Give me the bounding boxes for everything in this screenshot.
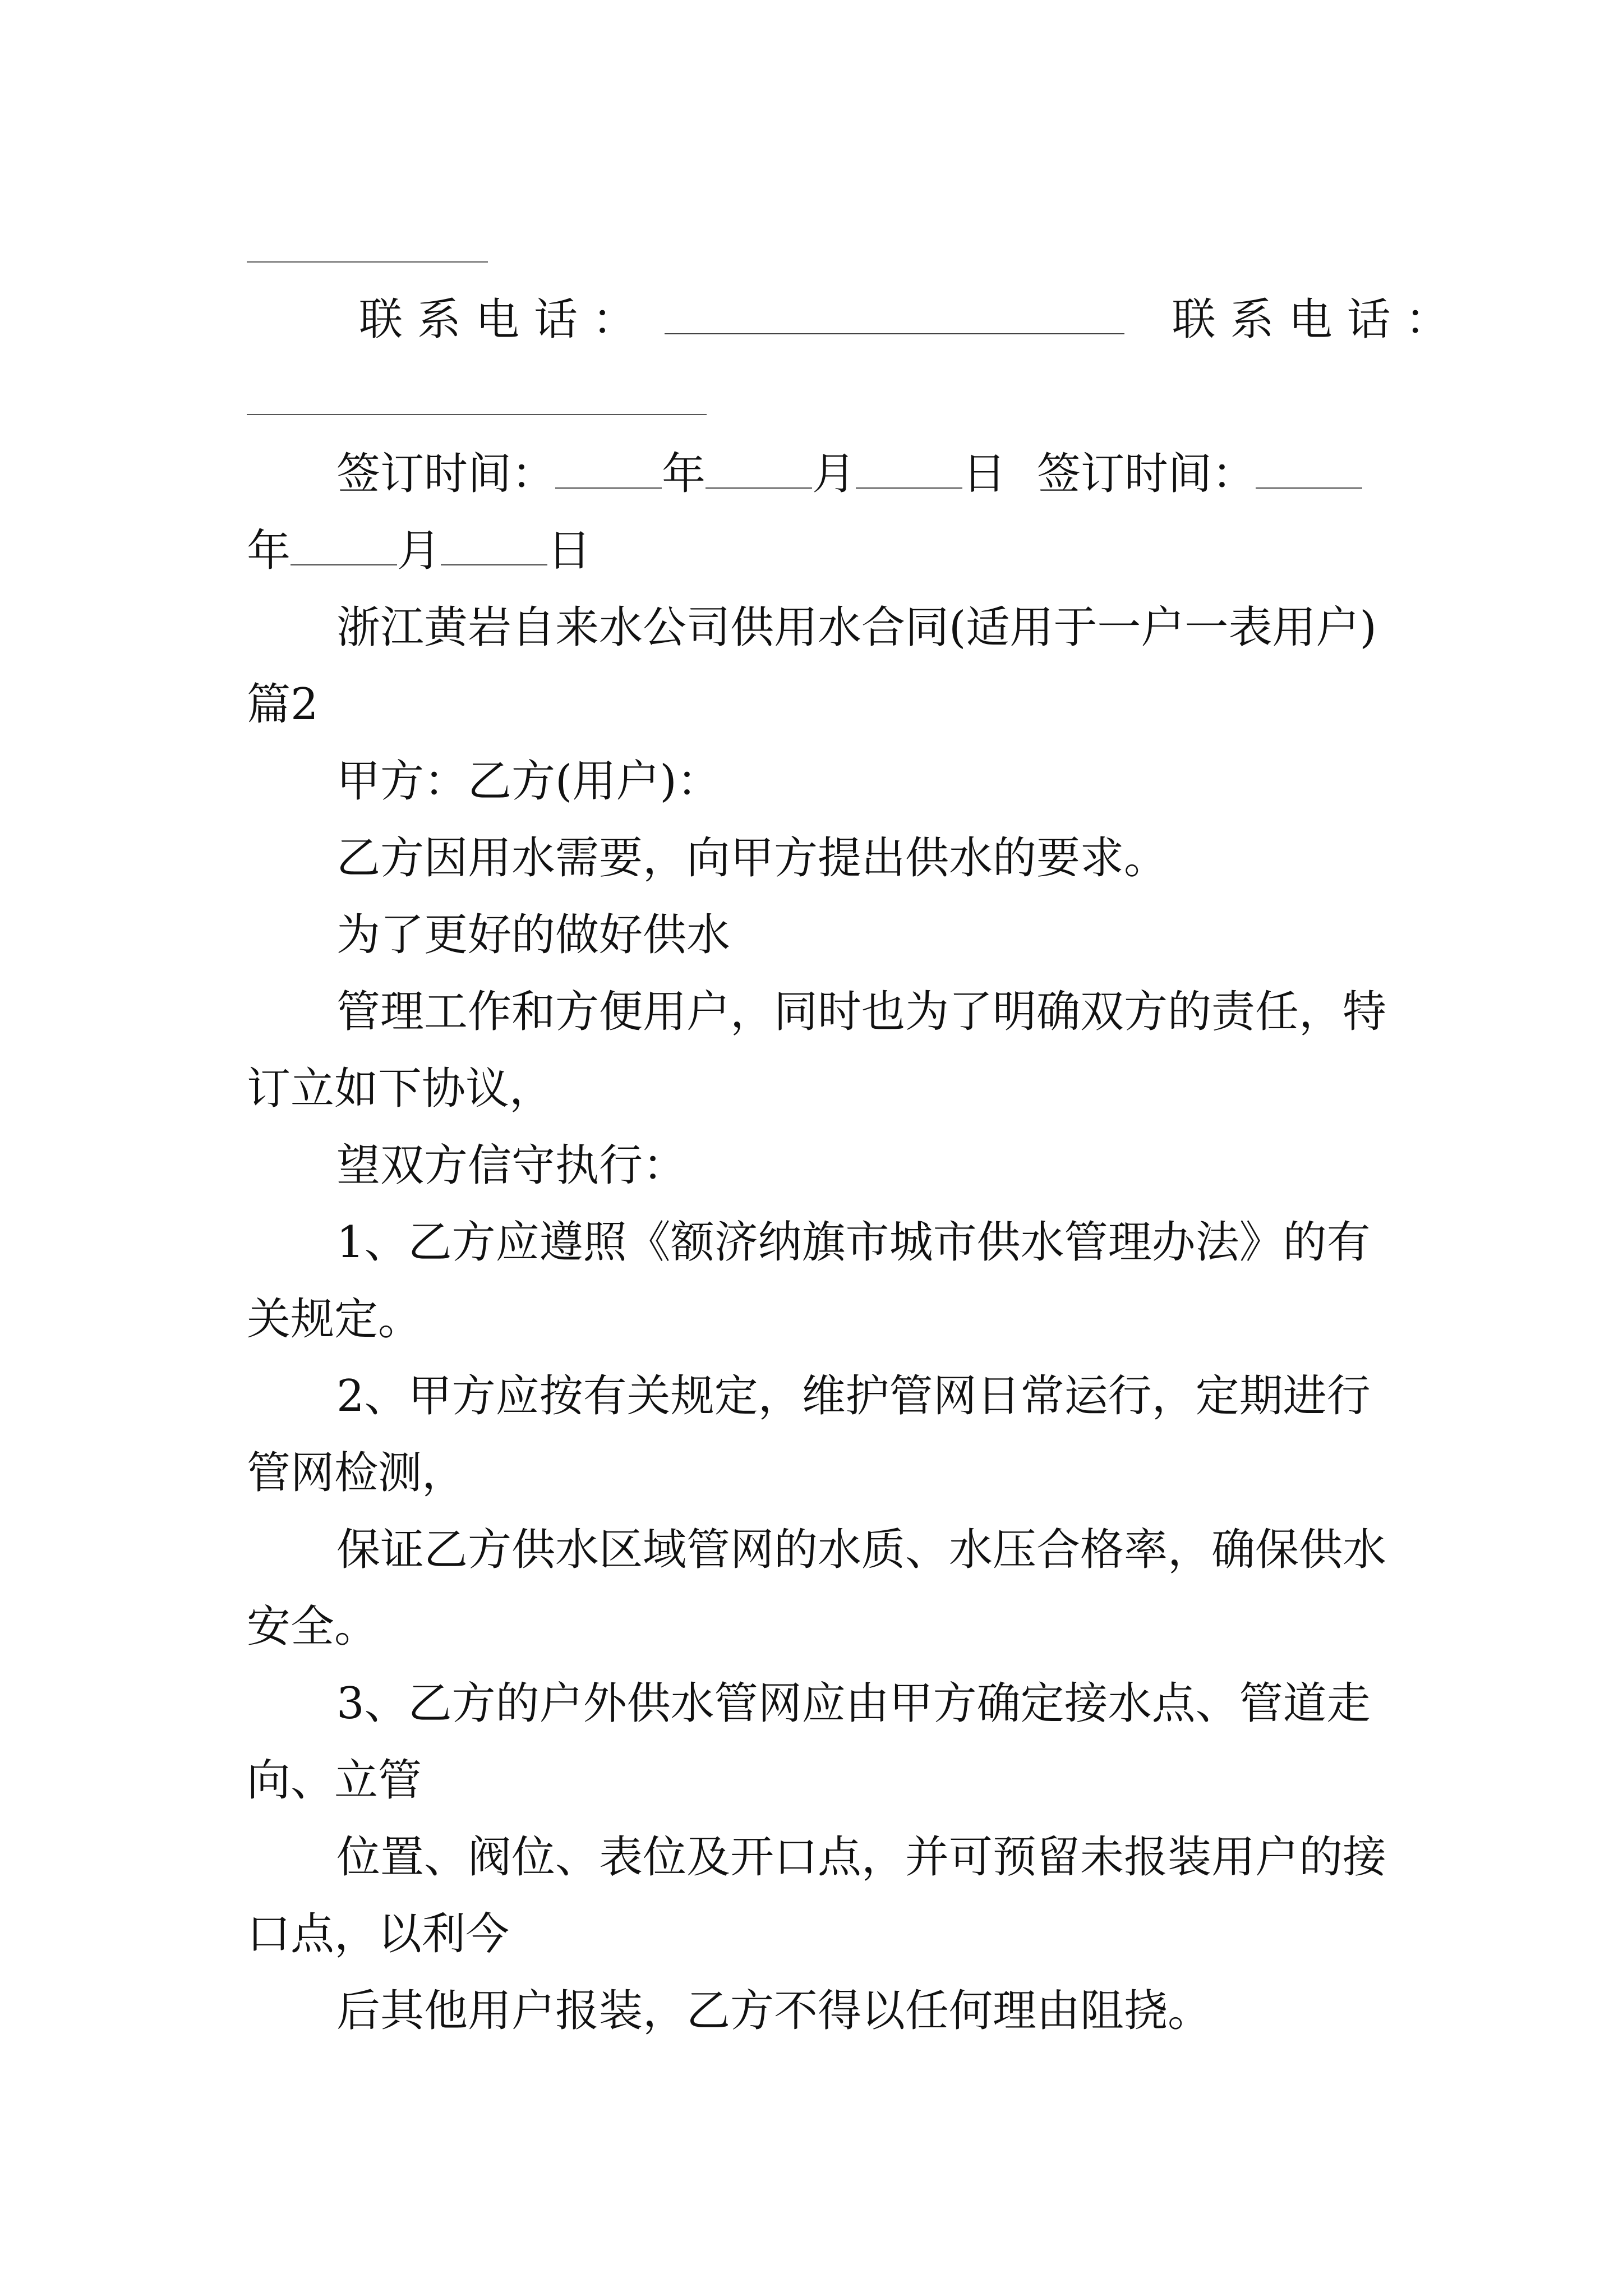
year-char-a: 年 — [662, 449, 706, 499]
clause-2b-line-1: 保证乙方供水区域管网的水质、水压合格率，确保供水 — [336, 1525, 1387, 1575]
paragraph-3-line-1: 管理工作和方便用户，同时也为了明确双方的责任，特 — [336, 987, 1387, 1037]
month-blank-b — [291, 564, 397, 565]
clause-1-line-1: 1、乙方应遵照《额济纳旗市城市供水管理办法》的有 — [336, 1217, 1371, 1268]
clause-3c: 后其他用户报装，乙方不得以任何理由阻挠。 — [336, 1986, 1212, 2036]
signature-underline-top — [247, 261, 488, 263]
parties-line: 甲方：乙方(用户)： — [336, 756, 721, 807]
clause-1-line-2: 关规定。 — [247, 1294, 422, 1345]
contact-phone-label-party-b: 联系电话： — [1172, 295, 1464, 345]
day-char-b: 日 — [547, 526, 592, 576]
contract-title-line-1: 浙江黄岩自来水公司供用水合同(适用于一户一表用户) — [336, 602, 1377, 653]
contact-phone-blank-party-b — [247, 414, 707, 415]
sign-date-label-party-a: 签订时间： — [336, 449, 556, 499]
paragraph-2: 为了更好的做好供水 — [336, 910, 731, 960]
contact-phone-blank-party-a — [665, 333, 1124, 334]
day-blank-a — [856, 487, 962, 489]
year-blank-a — [555, 487, 662, 489]
clause-2-line-2: 管网检测， — [247, 1448, 466, 1498]
year-blank-b — [1256, 487, 1362, 489]
paragraph-1: 乙方因用水需要，向甲方提出供水的要求。 — [336, 833, 1168, 884]
clause-3b-line-1: 位置、阀位、表位及开口点，并可预留未报装用户的接 — [336, 1832, 1387, 1883]
contact-phone-line — [359, 295, 1464, 345]
clause-2b-line-2: 安全。 — [247, 1602, 379, 1652]
paragraph-3-line-2: 订立如下协议， — [247, 1064, 554, 1114]
sign-date-line-continued — [247, 526, 591, 576]
month-blank-a — [706, 487, 812, 489]
sign-date-line — [336, 449, 1362, 499]
month-char-a: 月 — [812, 449, 856, 499]
year-char-b: 年 — [247, 526, 291, 576]
day-char-a: 日 — [962, 449, 1007, 499]
month-char-b: 月 — [397, 526, 441, 576]
clause-3-line-1: 3、乙方的户外供水管网应由甲方确定接水点、管道走 — [336, 1678, 1371, 1729]
clause-3b-line-2: 口点，以利今 — [247, 1909, 510, 1959]
sign-date-label-party-b: 签订时间： — [1036, 449, 1256, 499]
clause-3-line-2: 向、立管 — [247, 1755, 422, 1806]
clause-2-line-1: 2、甲方应按有关规定，维护管网日常运行，定期进行 — [336, 1371, 1371, 1421]
day-blank-b — [441, 564, 547, 565]
contact-phone-label-party-a: 联系电话： — [359, 295, 651, 345]
contract-title-line-2: 篇2 — [247, 679, 319, 730]
paragraph-4: 望双方信守执行： — [336, 1140, 687, 1191]
